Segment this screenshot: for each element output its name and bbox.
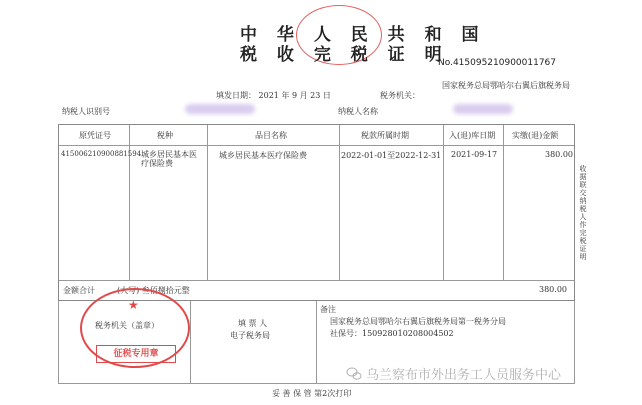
chat-bubbles-icon: [346, 366, 362, 382]
watermark-text: 乌兰察布市外出务工人员服务中心: [366, 368, 562, 383]
taxpayer-id-label: 纳税人识别号: [62, 107, 110, 116]
redacted-taxpayer-id: [185, 104, 255, 114]
row-item-name: 城乡居民基本医疗保险费: [219, 151, 307, 160]
seal-star-icon: ★: [128, 298, 139, 312]
remarks-line2: 社保号：150928010208004502: [330, 329, 454, 338]
title-line2: 税 收 完 税 证 明: [240, 45, 449, 65]
header-tax-type: 税种: [157, 131, 173, 140]
certificate-number: No.415095210900011767: [438, 58, 557, 68]
header-item-name: 品目名称: [255, 131, 287, 140]
bottom-note: 妥 善 保 管 第2次打印: [272, 389, 352, 398]
header-voucher-no: 原凭证号: [79, 131, 111, 140]
filler-label: 填 票 人: [238, 319, 268, 328]
total-amount: 380.00: [539, 285, 567, 294]
tax-authority-label: 税务机关：: [380, 91, 420, 100]
seal-box-label: 税务机关（盖章）: [95, 321, 159, 330]
row-amount: 380.00: [545, 150, 573, 159]
fill-date: 填发日期： 2021 年 9 月 23 日: [216, 91, 331, 100]
seal-bottom-text: 征税专用章: [96, 345, 176, 363]
header-period: 税款所属时期: [361, 131, 409, 140]
remarks-label: 备注: [320, 305, 336, 314]
total-words: (大写) 叁佰捌拾元整: [117, 286, 190, 295]
row-tax-type: 城乡居民基本医疗保险费: [141, 150, 197, 168]
tax-table: [58, 124, 575, 301]
tax-authority-value: 国家税务总局鄂哈尔右翼后旗税务局: [442, 81, 570, 90]
side-note: 收据联 交纳税人作完税证明: [579, 165, 587, 261]
total-label: 金额合计: [63, 286, 95, 295]
filler-value: 电子税务局: [230, 331, 270, 340]
taxpayer-name-label: 纳税人名称: [338, 107, 378, 116]
remarks-line1: 国家税务总局鄂哈尔右翼后旗税务局第一税务分局: [330, 317, 506, 326]
redacted-taxpayer-name: [453, 104, 513, 114]
title-line1: 中 华 人 民 共 和 国: [240, 25, 486, 45]
header-amount: 实缴(退)金额: [512, 131, 559, 140]
tax-seal: [80, 288, 190, 368]
header-entry-date: 入(退)库日期: [449, 131, 496, 140]
row-period: 2022-01-01至2022-12-31: [341, 151, 442, 160]
row-entry-date: 2021-09-17: [451, 150, 498, 159]
row-voucher-no: 415006210900881594: [61, 150, 142, 158]
